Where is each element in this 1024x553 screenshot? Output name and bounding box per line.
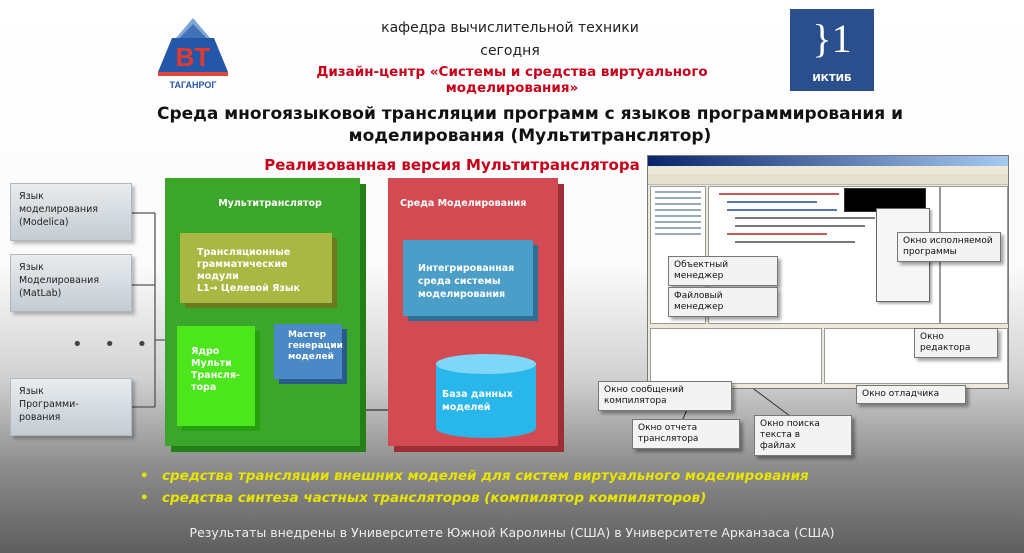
- bullet-item-1: [140, 468, 809, 484]
- lang-box-line: моделирования: [19, 204, 99, 215]
- lang-box-line: Язык: [19, 262, 44, 273]
- bullet-marker: •: [140, 490, 149, 506]
- iktib-logo-mark: }1: [812, 16, 852, 61]
- database-label: [442, 388, 513, 414]
- translation-modules-line: модули: [197, 271, 239, 282]
- callout-object-manager: Объектный менеджер: [668, 256, 778, 286]
- lang-box-line: Моделирования: [19, 275, 100, 286]
- modeling-env-title: Среда Моделирования: [400, 198, 527, 209]
- translator-core-line: Мульти: [191, 358, 232, 369]
- lang-box-modelica: [10, 183, 132, 241]
- lang-box-line: Язык: [19, 386, 44, 397]
- bullet-item-2: [140, 490, 706, 506]
- page-title-line1: Среда многоязыковой трансляции программ с языков программирования и: [156, 104, 904, 124]
- lang-box-matlab: [10, 254, 132, 312]
- callout-line: Окно поиска текста в: [760, 419, 820, 440]
- lang-box-line: Программи-: [19, 399, 79, 410]
- ide-messages-panel: [650, 328, 822, 384]
- bullet-marker: •: [140, 468, 149, 484]
- iktib-logo-text: ИКТИБ: [812, 73, 852, 84]
- master-line: моделей: [288, 352, 334, 362]
- ide-toolbar: [648, 174, 1008, 185]
- callout-editor-window: Окно редактора: [914, 328, 998, 358]
- ellipsis-dots: • • •: [72, 334, 156, 355]
- ide-titlebar: [648, 156, 1008, 166]
- translator-core-line: Трансля-: [191, 370, 240, 381]
- bt-logo-letters: BT: [175, 42, 211, 72]
- callout-file-search: [754, 415, 852, 456]
- translator-core-line: тора: [191, 382, 217, 393]
- callout-exec-window: [897, 232, 1001, 262]
- integrated-env-box: [403, 240, 533, 316]
- lang-box-programming: [10, 378, 132, 436]
- translation-modules-box: [180, 233, 332, 303]
- multitranslator-title: Мультитранслятор: [218, 198, 322, 209]
- database-label-line: моделей: [442, 402, 491, 413]
- translator-core-box: [177, 326, 255, 426]
- callout-line: Окно сообщений: [604, 385, 684, 395]
- callout-line: файлах: [760, 441, 796, 451]
- lang-box-line: Язык: [19, 191, 44, 202]
- master-line: Мастер: [288, 330, 327, 340]
- callout-file-manager: Файловый менеджер: [668, 287, 778, 317]
- translation-modules-line: L1→ Целевой Язык: [197, 283, 300, 294]
- model-generation-master-box: [274, 324, 342, 379]
- callout-line: программы: [903, 247, 957, 257]
- footer-text: Результаты внедрены в Университете Южной Каролины (США) в Университете Арканзаса (США): [189, 525, 835, 540]
- lang-box-line: (Modelica): [19, 217, 69, 228]
- lang-box-line: (MatLab): [19, 288, 62, 299]
- integrated-env-line: моделирования: [418, 289, 506, 300]
- callout-line: Окно исполняемой: [903, 236, 993, 246]
- bt-logo-city: ТАГАНРОГ: [169, 80, 217, 90]
- callout-translator-report: Окно отчета транслятора: [632, 419, 740, 449]
- page-title-line2: моделирования (Мультитранслятор): [348, 126, 712, 146]
- database-label-line: База данных: [442, 389, 513, 400]
- subtitle: Реализованная версия Мультитранслятора: [264, 156, 640, 174]
- translator-core-line: Ядро: [191, 346, 220, 357]
- header-dept: кафедра вычислительной техники: [381, 20, 639, 36]
- master-line: генерации: [288, 341, 343, 351]
- lang-box-line: рования: [19, 412, 61, 423]
- callout-compiler-messages: [598, 381, 732, 411]
- callout-line: компилятора: [604, 396, 667, 406]
- integrated-env-line: Интегрированная: [418, 263, 515, 274]
- header-design-center: Дизайн-центр «Системы и средства виртуального моделирования»: [316, 64, 708, 96]
- bullet-text: средства синтеза частных трансляторов (компилятор компиляторов): [162, 490, 707, 506]
- header-today: сегодня: [480, 43, 540, 59]
- bullet-text: средства трансляции внешних моделей для систем виртуального моделирования: [162, 468, 809, 484]
- integrated-env-line: среда системы: [418, 276, 501, 287]
- callout-debugger: Окно отладчика: [856, 385, 966, 404]
- translation-modules-line: грамматические: [197, 259, 288, 270]
- translation-modules-line: Трансляционные: [197, 247, 291, 258]
